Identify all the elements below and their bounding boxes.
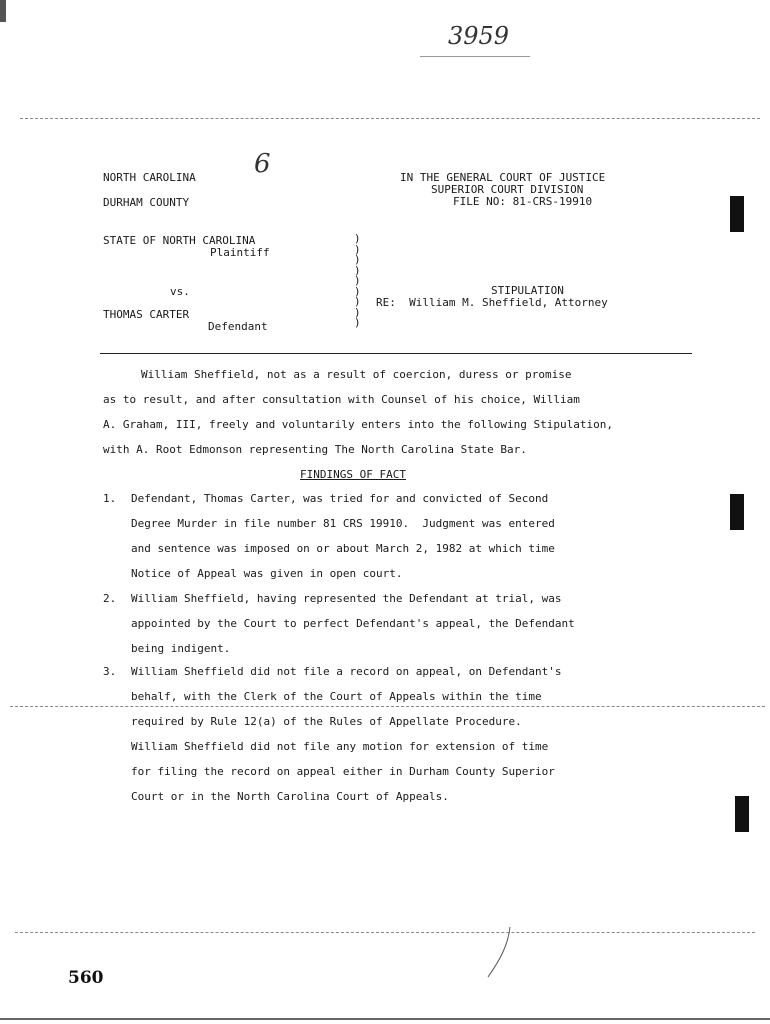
- re-line: RE: William M. Sheffield, Attorney: [376, 296, 608, 309]
- finding-number: 1.: [103, 492, 117, 505]
- finding-line: required by Rule 12(a) of the Rules of Appellate Procedure.: [131, 715, 522, 728]
- finding-line: Court or in the North Carolina Court of Appeals.: [131, 790, 449, 803]
- defendant-role: Defendant: [208, 320, 268, 333]
- finding-line: behalf, with the Clerk of the Court of Appeals within the time: [131, 690, 542, 703]
- caption-paren-column: ) ) ) ) ) ) ) ) ): [354, 232, 361, 329]
- scan-fold-line: [10, 706, 765, 707]
- versus-label: vs.: [170, 285, 190, 298]
- finding-number: 3.: [103, 665, 117, 678]
- finding-line: being indigent.: [131, 642, 231, 655]
- finding-line: for filing the record on appeal either in Durham County Superior: [131, 765, 555, 778]
- court-division: SUPERIOR COURT DIVISION: [431, 183, 584, 196]
- scan-margin-mark: [735, 796, 749, 832]
- scan-margin-mark: [730, 196, 744, 232]
- scan-fold-line: [20, 118, 760, 119]
- handwritten-mark: 6: [254, 149, 271, 179]
- finding-line: and sentence was imposed on or about March 2, 1982 at which time: [131, 542, 555, 555]
- scan-corner-mark: [0, 0, 6, 22]
- scan-margin-mark: [730, 494, 744, 530]
- court-name: IN THE GENERAL COURT OF JUSTICE: [400, 171, 606, 184]
- stray-pen-stroke: [480, 925, 520, 980]
- scan-fold-line: [15, 932, 755, 933]
- doc-number-underline: [420, 56, 530, 57]
- intro-line: with A. Root Edmonson representing The North Carolina State Bar.: [103, 443, 527, 456]
- intro-line: William Sheffield, not as a result of coercion, duress or promise: [141, 368, 572, 381]
- plaintiff-name: STATE OF NORTH CAROLINA: [103, 234, 256, 247]
- defendant-name: THOMAS CARTER: [103, 308, 190, 321]
- finding-line: Notice of Appeal was given in open court.: [131, 567, 403, 580]
- caption-county: DURHAM COUNTY: [103, 196, 190, 209]
- finding-line: Degree Murder in file number 81 CRS 19910. Judgment was entered: [131, 517, 555, 530]
- handwritten-doc-number: 3959: [448, 22, 510, 50]
- page-stamp: 560: [68, 968, 104, 988]
- section-heading: FINDINGS OF FACT: [300, 468, 406, 481]
- finding-line: Defendant, Thomas Carter, was tried for and convicted of Second: [131, 492, 549, 505]
- finding-line: William Sheffield did not file a record on appeal, on Defendant's: [131, 665, 562, 678]
- document-type: STIPULATION: [491, 284, 564, 297]
- file-number: FILE NO: 81-CRS-19910: [453, 195, 593, 208]
- finding-number: 2.: [103, 592, 117, 605]
- intro-line: A. Graham, III, freely and voluntarily enters into the following Stipulation,: [103, 418, 613, 431]
- scan-bottom-edge: [0, 1018, 770, 1020]
- finding-line: William Sheffield did not file any motion for extension of time: [131, 740, 549, 753]
- intro-line: as to result, and after consultation with Counsel of his choice, William: [103, 393, 580, 406]
- caption-state: NORTH CAROLINA: [103, 171, 196, 184]
- finding-line: appointed by the Court to perfect Defendant's appeal, the Defendant: [131, 617, 575, 630]
- finding-line: William Sheffield, having represented the Defendant at trial, was: [131, 592, 562, 605]
- caption-separator: [100, 353, 692, 354]
- plaintiff-role: Plaintiff: [210, 246, 270, 259]
